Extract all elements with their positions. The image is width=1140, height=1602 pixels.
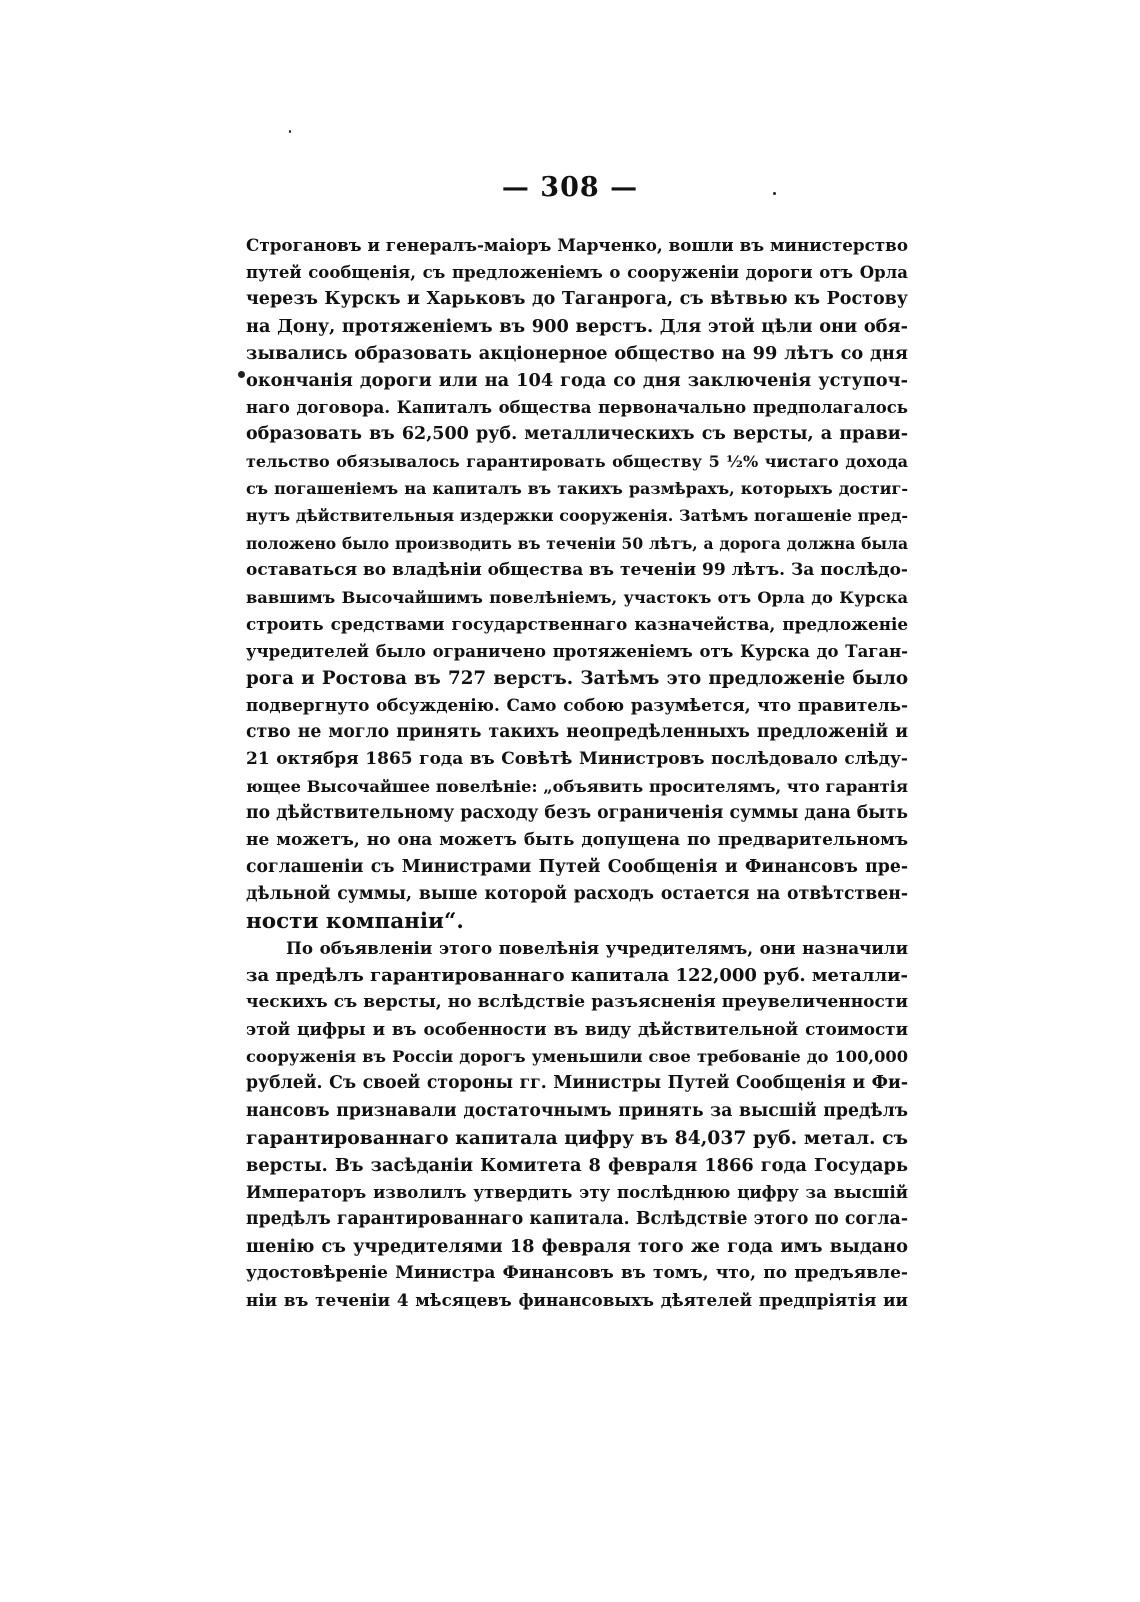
- ink-speck: [238, 371, 245, 378]
- text-line: этой цифры и въ особенности въ виду дѣйствительной стоимости: [246, 1019, 908, 1040]
- text-line: Императоръ изволилъ утвердить эту послѣднюю цифру за высшій: [246, 1182, 908, 1202]
- text-line: образовать въ 62,500 руб. металлическихъ съ версты, а прави-: [246, 424, 908, 445]
- text-line: путей сообщенія, съ предложеніемъ о сооруженіи дороги отъ Орла: [246, 263, 908, 283]
- text-line: не можетъ, но она можетъ быть допущена по предварительномъ: [246, 830, 908, 851]
- text-line: сооруженія въ Россіи дорогъ уменьшили свое требованіе до 100,000: [246, 1047, 908, 1067]
- text-line: тельство обязывалось гарантировать обществу 5 ½% чистаго дохода: [246, 452, 908, 472]
- text-line: соглашеніи съ Министрами Путей Сообщенія и Финансовъ пре-: [246, 857, 908, 878]
- text-line: за предѣлъ гарантированнаго капитала 122,000 руб. металли-: [246, 965, 908, 987]
- text-line: дѣльной суммы, выше которой расходъ остается на отвѣтствен-: [246, 884, 908, 905]
- text-line: черезъ Курскъ и Харьковъ до Таганрога, съ вѣтвью къ Ростову: [246, 289, 908, 310]
- text-line: 21 октября 1865 года въ Совѣтѣ Министровъ послѣдовало слѣду-: [246, 748, 908, 769]
- body-text: [246, 232, 908, 1314]
- text-line: предѣлъ гарантированнаго капитала. Вслѣдствіе этого по согла-: [246, 1208, 908, 1229]
- text-line: на Дону, протяженіемъ въ 900 верстъ. Для этой цѣли они обя-: [246, 316, 908, 338]
- text-line: версты. Въ засѣданіи Комитета 8 февраля 1866 года Государь: [246, 1154, 908, 1176]
- text-line: положено было производить въ теченіи 50 лѣтъ, а дорога должна была: [246, 533, 908, 553]
- text-line: нансовъ признавали достаточнымъ принять за высшій предѣлъ: [246, 1100, 908, 1121]
- text-line: окончанія дороги или на 104 года со дня заключенія уступоч-: [246, 370, 908, 392]
- text-line-paragraph-end: ности компаніи“.: [246, 909, 464, 935]
- text-line: оставаться во владѣніи общества въ теченіи 99 лѣтъ. За послѣдо-: [246, 559, 908, 580]
- text-line: гарантированнаго капитала цифру въ 84,037 руб. метал. съ: [246, 1126, 908, 1149]
- text-line: рублей. Съ своей стороны гг. Министры Путей Сообщенія и Фи-: [246, 1073, 908, 1094]
- text-line: рога и Ростова въ 727 верстъ. Затѣмъ это предложеніе было: [246, 667, 908, 689]
- text-line: подвергнуто обсужденію. Само собою разумѣется, что правитель-: [246, 694, 908, 715]
- text-line: ющее Высочайшее повелѣніе: „объявить просителямъ, что гарантія: [246, 776, 908, 796]
- text-line: зывались образовать акціонерное общество на 99 лѣтъ со дня: [246, 343, 908, 365]
- text-line: ніи въ теченіи 4 мѣсяцевъ финансовыхъ дѣятелей предпріятія ии: [246, 1289, 908, 1310]
- text-line: ство не могло принять такихъ неопредѣленныхъ предложеній и: [246, 721, 908, 742]
- ink-speck: [289, 130, 291, 133]
- text-line: вавшимъ Высочайшимъ повелѣніемъ, участокъ отъ Орла до Курска: [246, 587, 908, 607]
- text-line: съ погашеніемъ на капиталъ въ такихъ размѣрахъ, которыхъ достиг-: [246, 479, 908, 499]
- text-line: наго договора. Капиталъ общества первоначально предполагалось: [246, 398, 908, 418]
- page-number: — 308 —: [501, 172, 639, 203]
- text-line: шенію съ учредителями 18 февраля того же года имъ выдано: [246, 1235, 908, 1257]
- text-line: удостовѣреніе Министра Финансовъ въ томъ, что, по предъявле-: [246, 1262, 908, 1283]
- text-line: ческихъ съ версты, но вслѣдствіе разъясненія преувеличенности: [246, 992, 908, 1013]
- text-line: Строгановъ и генералъ-маіоръ Марченко, вошли въ министерство: [246, 235, 908, 255]
- ink-speck: [773, 192, 776, 195]
- text-line: нутъ дѣйствительныя издержки сооруженія. Затѣмъ погашеніе пред-: [246, 506, 908, 526]
- text-line: учредителей было ограничено протяженіемъ отъ Курска до Таган-: [246, 641, 908, 661]
- text-line: по дѣйствительному расходу безъ ограниченія суммы дана быть: [246, 802, 908, 823]
- text-line: строить средствами государственнаго казначейства, предложеніе: [246, 613, 908, 634]
- text-line-paragraph-start: По объявленіи этого повелѣнія учредителямъ, они назначили: [286, 938, 908, 959]
